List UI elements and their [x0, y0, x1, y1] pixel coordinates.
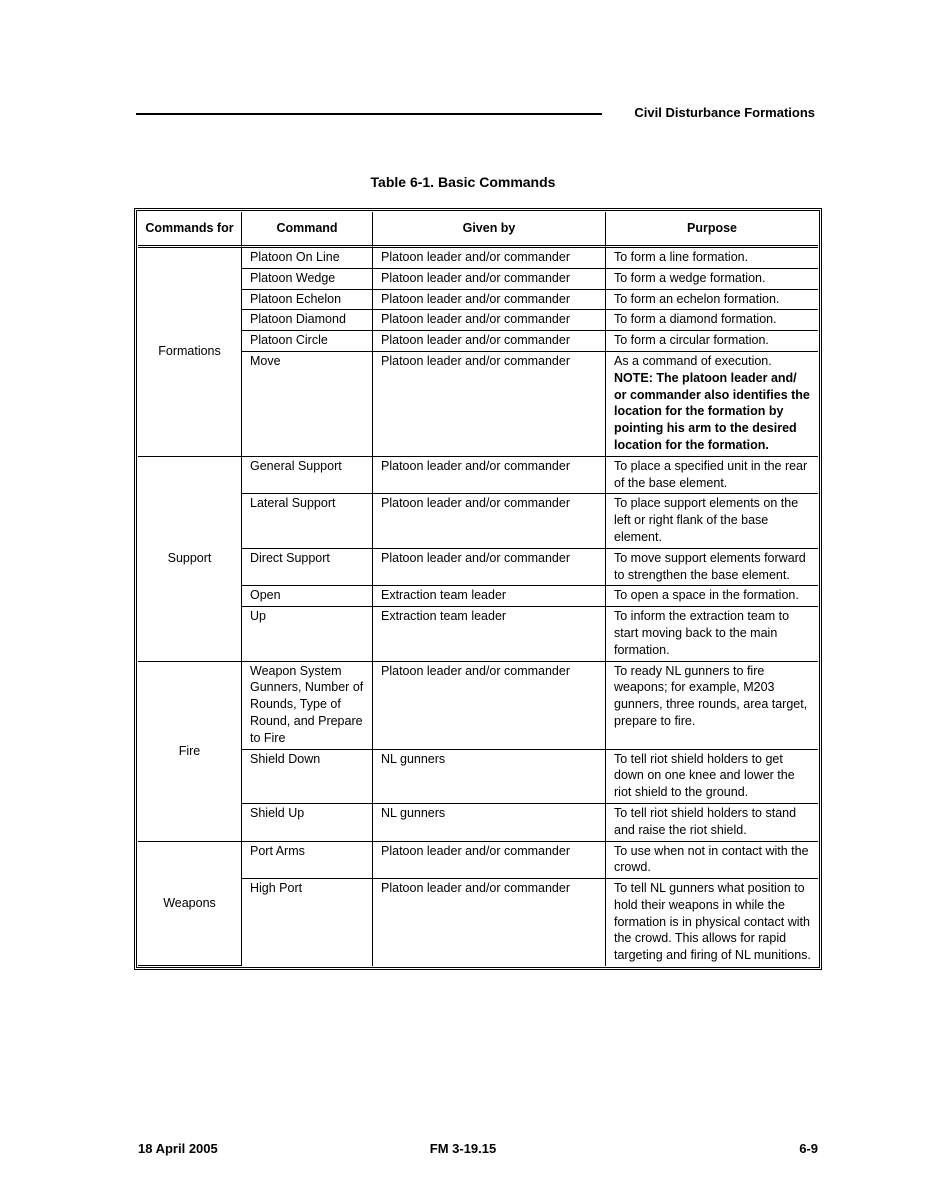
purpose-cell: [606, 310, 818, 331]
purpose-cell: [606, 842, 818, 880]
purpose-text: To place a specified unit in the rear of the base element.: [614, 458, 808, 490]
given-by-cell: Platoon leader and/or commander: [373, 662, 606, 750]
purpose-cell: [606, 586, 818, 607]
command-cell: Shield Down: [242, 750, 373, 804]
given-by-cell: Platoon leader and/or commander: [373, 290, 606, 311]
footer-page-number: 6-9: [799, 1141, 818, 1156]
given-by-cell: Platoon leader and/or commander: [373, 494, 606, 548]
command-cell: Platoon Wedge: [242, 269, 373, 290]
purpose-cell: [606, 290, 818, 311]
purpose-cell: [606, 494, 818, 548]
purpose-cell: [606, 269, 818, 290]
command-cell: Platoon Echelon: [242, 290, 373, 311]
purpose-text: To open a space in the formation.: [614, 588, 799, 603]
purpose-text: To inform the extraction team to start moving back to the main formation.: [614, 609, 790, 657]
table-row: [138, 457, 818, 495]
header-rule: [136, 113, 602, 115]
column-header-given-by: Given by: [373, 212, 606, 248]
command-cell: Platoon Diamond: [242, 310, 373, 331]
given-by-cell: Platoon leader and/or commander: [373, 879, 606, 966]
command-cell: Shield Up: [242, 804, 373, 842]
command-cell: Lateral Support: [242, 494, 373, 548]
purpose-cell: [606, 352, 818, 457]
purpose-text: To form a circular formation.: [614, 333, 769, 348]
table-row: [138, 248, 818, 269]
purpose-text: As a command of execution.: [614, 353, 772, 368]
command-cell: High Port: [242, 879, 373, 966]
purpose-text: To form a line formation.: [614, 250, 749, 264]
running-header: Civil Disturbance Formations: [634, 105, 815, 120]
purpose-cell: [606, 331, 818, 352]
group-cell: Weapons: [138, 842, 242, 967]
purpose-cell: [606, 662, 818, 750]
purpose-text: To tell riot shield holders to get down on one knee and lower the riot shield to the ground.: [614, 751, 795, 800]
purpose-cell: [606, 248, 818, 269]
given-by-cell: Platoon leader and/or commander: [373, 331, 606, 352]
given-by-cell: Platoon leader and/or commander: [373, 269, 606, 290]
purpose-text: To tell riot shield holders to stand and raise the riot shield.: [614, 805, 797, 837]
basic-commands-table: [134, 208, 822, 970]
command-cell: Direct Support: [242, 549, 373, 587]
table-title: Table 6-1. Basic Commands: [370, 174, 556, 190]
given-by-cell: Extraction team leader: [373, 607, 606, 661]
purpose-text: To form a wedge formation.: [614, 270, 766, 285]
command-cell: Up: [242, 607, 373, 661]
command-cell: Platoon On Line: [242, 248, 373, 269]
given-by-cell: NL gunners: [373, 804, 606, 842]
purpose-note: NOTE: The platoon leader and/ or commander also identifies the location for the formation by pointing his arm to the desired location for the formation.: [614, 370, 810, 452]
purpose-text: To use when not in contact with the crowd.: [614, 843, 809, 875]
group-cell: Formations: [138, 248, 242, 457]
purpose-cell: [606, 457, 818, 495]
given-by-cell: Platoon leader and/or commander: [373, 842, 606, 880]
given-by-cell: Platoon leader and/or commander: [373, 549, 606, 587]
purpose-cell: [606, 549, 818, 587]
purpose-text: To place support elements on the left or right flank of the base element.: [614, 496, 799, 544]
purpose-text: To move support elements forward to strengthen the base element.: [614, 550, 806, 582]
column-header-purpose: Purpose: [606, 212, 818, 248]
given-by-cell: Platoon leader and/or commander: [373, 352, 606, 457]
group-cell: Support: [138, 457, 242, 662]
purpose-text: To form a diamond formation.: [614, 312, 777, 327]
purpose-text: To form an echelon formation.: [614, 291, 780, 306]
command-cell: Platoon Circle: [242, 331, 373, 352]
footer-date: 18 April 2005: [138, 1141, 218, 1156]
table-row: [138, 842, 818, 880]
column-header-commands-for: Commands for: [138, 212, 242, 248]
table-row: [138, 662, 818, 750]
group-cell: Fire: [138, 662, 242, 842]
given-by-cell: Platoon leader and/or commander: [373, 310, 606, 331]
given-by-cell: Platoon leader and/or commander: [373, 457, 606, 495]
purpose-cell: [606, 879, 818, 966]
table-body: [138, 248, 818, 966]
column-header-command: Command: [242, 212, 373, 248]
purpose-cell: [606, 607, 818, 661]
table-header-row: [138, 212, 818, 248]
given-by-cell: Extraction team leader: [373, 586, 606, 607]
command-cell: Weapon System Gunners, Number of Rounds, Type of Round, and Prepare to Fire: [242, 662, 373, 750]
given-by-cell: Platoon leader and/or commander: [373, 248, 606, 269]
purpose-cell: [606, 750, 818, 804]
footer-manual: FM 3-19.15: [429, 1141, 497, 1156]
command-cell: Open: [242, 586, 373, 607]
command-cell: General Support: [242, 457, 373, 495]
purpose-text: To ready NL gunners to fire weapons; for example, M203 gunners, three rounds, area target, prepare to fire.: [614, 663, 808, 728]
purpose-text: To tell NL gunners what position to hold their weapons in while the formation is in physical contact with the crowd. This allows for rapid targeting and firing of NL munitions.: [614, 881, 811, 963]
command-cell: Move: [242, 352, 373, 457]
command-cell: Port Arms: [242, 842, 373, 880]
given-by-cell: NL gunners: [373, 750, 606, 804]
purpose-cell: [606, 804, 818, 842]
